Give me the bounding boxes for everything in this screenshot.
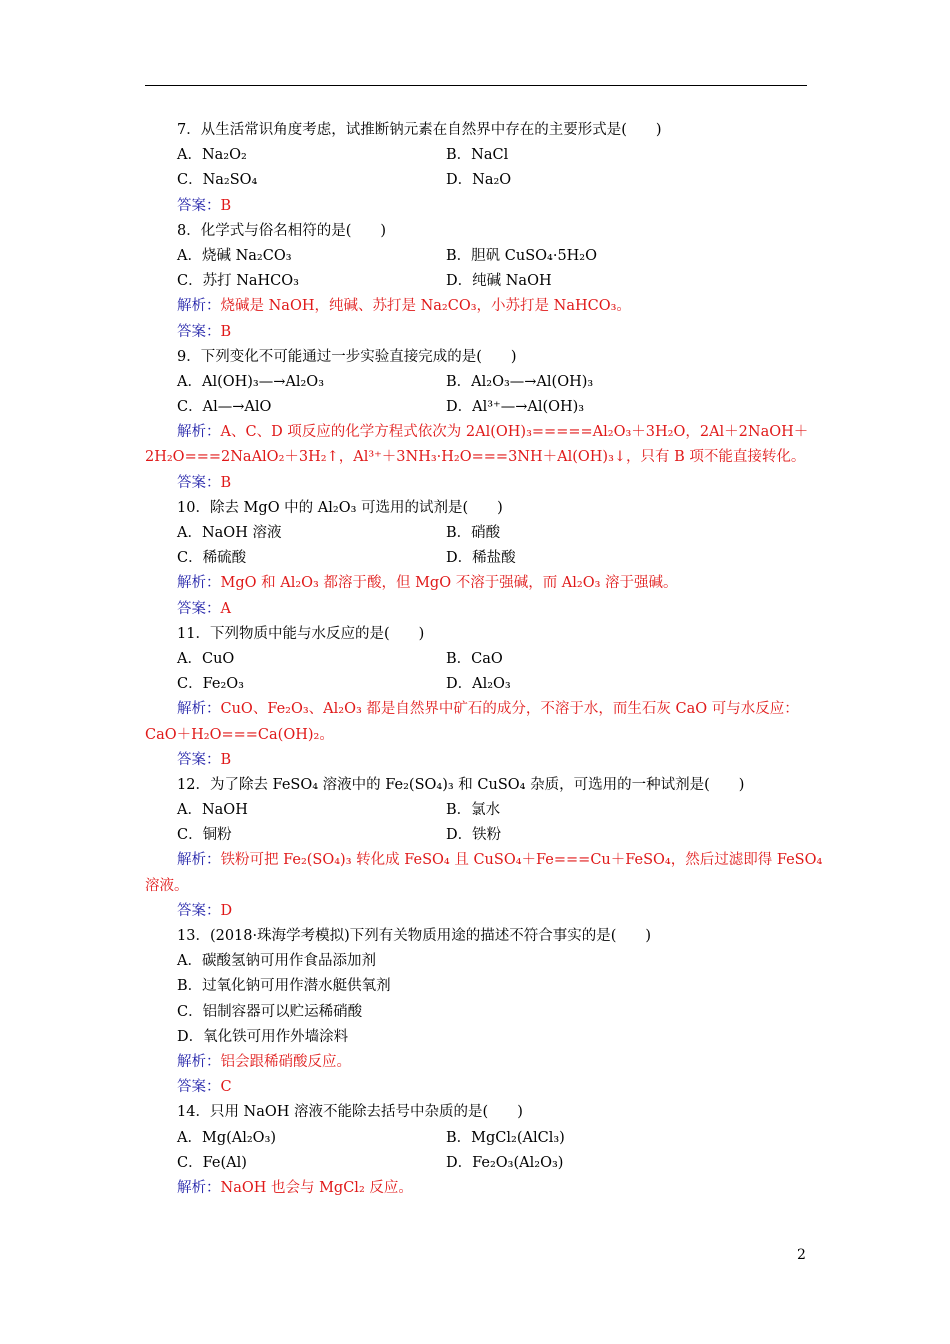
analysis-label: 解析： bbox=[177, 1053, 221, 1070]
option-row bbox=[145, 546, 810, 571]
option: B．NaCl bbox=[446, 147, 509, 164]
answer-line bbox=[145, 194, 810, 219]
option: C．Fe(Al) bbox=[177, 1154, 247, 1171]
option-row bbox=[145, 168, 810, 193]
option: B．CaO bbox=[446, 650, 503, 667]
answer-label: 答案： bbox=[177, 1079, 221, 1096]
option-row bbox=[145, 395, 810, 420]
answer-line bbox=[145, 1075, 810, 1100]
analysis-label: 解析： bbox=[177, 701, 221, 718]
analysis-text: 铁粉可把 Fe₂(SO₄)₃ 转化成 FeSO₄ 且 CuSO₄＋Fe===Cu＋FeSO₄，然后过滤即得 FeSO₄ bbox=[220, 852, 823, 869]
question-stem: 7．从生活常识角度考虑，试推断钠元素在自然界中存在的主要形式是( ) bbox=[177, 122, 662, 138]
page-number: 2 bbox=[797, 1247, 806, 1263]
question-list bbox=[145, 118, 823, 1201]
option: D．Fe₂O₃(Al₂O₃) bbox=[446, 1154, 564, 1171]
answer-line bbox=[145, 471, 810, 496]
analysis-text: MgO 和 Al₂O₃ 都溶于酸，但 MgO 不溶于强碱，而 Al₂O₃ 溶于强碱。 bbox=[220, 575, 678, 592]
option: B．MgCl₂(AlCl₃) bbox=[446, 1129, 565, 1146]
option-row bbox=[145, 672, 810, 697]
analysis-text: NaOH 也会与 MgCl₂ 反应。 bbox=[220, 1179, 413, 1196]
answer-label: 答案： bbox=[177, 751, 221, 768]
option-row bbox=[145, 1126, 810, 1151]
analysis-text: A、C、D 项反应的化学方程式依次为 2Al(OH)₃=====Al₂O₃＋3H₂O，2Al＋2NaOH＋ bbox=[220, 424, 809, 441]
option: C．铝制容器可以贮运稀硝酸 bbox=[177, 1003, 363, 1020]
option: A．Na₂O₂ bbox=[177, 147, 247, 164]
option: B．过氧化钠可用作潜水艇供氧剂 bbox=[177, 978, 391, 995]
analysis-label: 解析： bbox=[177, 575, 221, 592]
option-row bbox=[145, 269, 810, 294]
option: D．Al³⁺—→Al(OH)₃ bbox=[446, 399, 585, 416]
answer-value: B bbox=[220, 751, 232, 768]
option: A．CuO bbox=[177, 650, 235, 667]
analysis-line bbox=[145, 420, 810, 445]
option: D．铁粉 bbox=[446, 827, 502, 844]
option: A．Mg(Al₂O₃) bbox=[177, 1129, 277, 1146]
answer-label: 答案： bbox=[177, 600, 221, 617]
analysis-text-cont: CaO＋H₂O===Ca(OH)₂。 bbox=[145, 726, 334, 743]
option: B．硝酸 bbox=[446, 525, 501, 541]
analysis-line bbox=[145, 294, 810, 319]
analysis-label: 解析： bbox=[177, 298, 221, 315]
analysis-line bbox=[145, 1176, 810, 1201]
question-stem: 12．为了除去 FeSO₄ 溶液中的 Fe₂(SO₄)₃ 和 CuSO₄ 杂质，可选用的一种试剂是( ) bbox=[177, 776, 745, 793]
answer-line bbox=[145, 320, 810, 345]
analysis-line bbox=[145, 571, 810, 596]
answer-line bbox=[145, 748, 810, 773]
option: C．铜粉 bbox=[177, 827, 232, 844]
option-row bbox=[145, 143, 810, 168]
question-stem: 8．化学式与俗名相符的是( ) bbox=[177, 222, 387, 239]
analysis-text: CuO、Fe₂O₃、Al₂O₃ 都是自然界中矿石的成分，不溶于水，而生石灰 CaO 可与水反应： bbox=[220, 701, 799, 718]
answer-value: D bbox=[220, 902, 233, 919]
analysis-line bbox=[145, 848, 823, 873]
option-row bbox=[145, 1151, 810, 1176]
answer-label: 答案： bbox=[177, 197, 221, 214]
answer-value: B bbox=[220, 323, 232, 340]
option-row bbox=[145, 370, 810, 395]
analysis-label: 解析： bbox=[177, 424, 221, 441]
option-row bbox=[145, 798, 810, 823]
option: A．烧碱 Na₂CO₃ bbox=[177, 247, 292, 264]
answer-label: 答案： bbox=[177, 902, 221, 919]
answer-value: C bbox=[220, 1079, 232, 1096]
answer-label: 答案： bbox=[177, 474, 221, 491]
analysis-text-cont: 2H₂O===2NaAlO₂＋3H₂↑，Al³⁺＋3NH₃·H₂O===3NH＋Al(OH)₃↓，只有 B 项不能直接转化。 bbox=[145, 449, 806, 466]
option-row bbox=[145, 647, 810, 672]
question-stem: 11．下列物质中能与水反应的是( ) bbox=[177, 625, 425, 642]
option: C．Fe₂O₃ bbox=[177, 676, 244, 693]
option: A．NaOH bbox=[177, 802, 248, 819]
option-row bbox=[145, 521, 810, 546]
answer-line bbox=[145, 899, 810, 924]
option: B．Al₂O₃—→Al(OH)₃ bbox=[446, 373, 594, 390]
option: C．苏打 NaHCO₃ bbox=[177, 273, 299, 290]
option-row bbox=[145, 823, 810, 848]
answer-value: B bbox=[220, 474, 232, 491]
question-stem: 13．(2018·珠海学考模拟)下列有关物质用途的描述不符合事实的是( ) bbox=[177, 928, 652, 944]
analysis-label: 解析： bbox=[177, 852, 221, 869]
answer-value: B bbox=[220, 197, 232, 214]
answer-label: 答案： bbox=[177, 323, 221, 340]
option: B．胆矾 CuSO₄·5H₂O bbox=[446, 247, 598, 264]
analysis-line bbox=[145, 1050, 810, 1075]
header-rule bbox=[145, 85, 807, 86]
option: B．氯水 bbox=[446, 802, 501, 819]
analysis-text: 铝会跟稀硝酸反应。 bbox=[220, 1053, 351, 1070]
option: D．稀盐酸 bbox=[446, 550, 516, 567]
option: C．Na₂SO₄ bbox=[177, 172, 258, 189]
option: D．Na₂O bbox=[446, 172, 512, 189]
option: A．Al(OH)₃—→Al₂O₃ bbox=[177, 373, 325, 390]
option: C．Al—→AlO bbox=[177, 399, 272, 416]
question-stem: 9．下列变化不可能通过一步实验直接完成的是( ) bbox=[177, 348, 517, 365]
option: D．Al₂O₃ bbox=[446, 676, 511, 693]
analysis-label: 解析： bbox=[177, 1179, 221, 1196]
analysis-text-cont: 溶液。 bbox=[145, 877, 189, 894]
question-stem: 14．只用 NaOH 溶液不能除去括号中杂质的是( ) bbox=[177, 1104, 523, 1121]
question-stem: 10．除去 MgO 中的 Al₂O₃ 可选用的试剂是( ) bbox=[177, 499, 503, 516]
option: A．碳酸氢钠可用作食品添加剂 bbox=[177, 953, 376, 970]
analysis-text: 烧碱是 NaOH，纯碱、苏打是 Na₂CO₃，小苏打是 NaHCO₃。 bbox=[220, 298, 631, 315]
option-row bbox=[145, 244, 810, 269]
answer-value: A bbox=[220, 600, 231, 617]
option: D．纯碱 NaOH bbox=[446, 273, 552, 290]
option: D．氧化铁可用作外墙涂料 bbox=[177, 1028, 349, 1045]
option: C．稀硫酸 bbox=[177, 550, 247, 567]
answer-line bbox=[145, 597, 810, 622]
analysis-line bbox=[145, 697, 810, 722]
option: A．NaOH 溶液 bbox=[177, 525, 282, 541]
